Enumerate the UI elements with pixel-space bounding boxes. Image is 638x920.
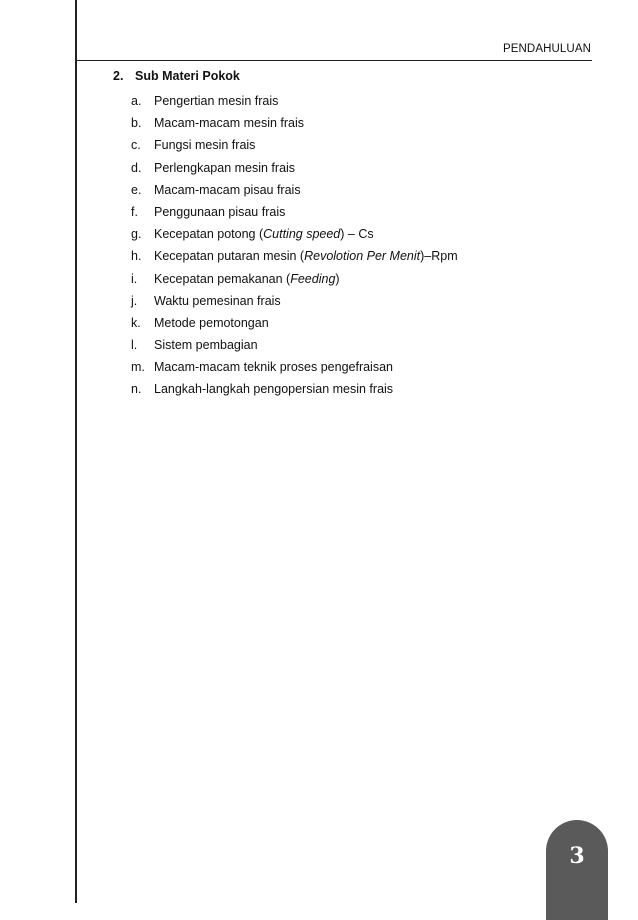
item-letter: c. bbox=[131, 138, 141, 153]
item-letter: b. bbox=[131, 116, 142, 131]
item-text-italic: Cutting speed bbox=[263, 227, 341, 242]
section-number: 2. bbox=[113, 69, 124, 83]
item-text-italic: Feeding bbox=[290, 271, 336, 286]
list-item bbox=[131, 161, 458, 183]
item-text-post: )–Rpm bbox=[420, 249, 458, 264]
item-letter: h. bbox=[131, 249, 142, 264]
page-number: 3 bbox=[569, 843, 585, 869]
item-letter: d. bbox=[131, 160, 142, 175]
list-item bbox=[131, 249, 458, 271]
item-letter: e. bbox=[131, 182, 142, 197]
item-letter: n. bbox=[131, 382, 142, 397]
header-rule bbox=[76, 60, 592, 61]
section-title: Sub Materi Pokok bbox=[135, 69, 240, 83]
item-text-pre: Kecepatan putaran mesin ( bbox=[154, 249, 305, 264]
list-item bbox=[131, 294, 458, 316]
list-item bbox=[131, 116, 458, 138]
list-item bbox=[131, 382, 458, 404]
item-text: Macam-macam mesin frais bbox=[154, 116, 305, 131]
item-letter: m. bbox=[131, 360, 145, 375]
item-text: Sistem pembagian bbox=[154, 338, 258, 353]
item-letter: a. bbox=[131, 94, 142, 108]
list-item bbox=[131, 94, 458, 116]
item-letter: k. bbox=[131, 315, 141, 330]
item-letter: l. bbox=[131, 338, 138, 353]
list-item bbox=[131, 183, 458, 205]
list-item bbox=[131, 227, 458, 249]
section-heading bbox=[113, 69, 240, 83]
sub-topic-list bbox=[131, 94, 458, 405]
item-text: Metode pemotongan bbox=[154, 315, 269, 330]
item-letter: g. bbox=[131, 227, 142, 242]
page-number-tab bbox=[546, 820, 608, 920]
item-text-italic: Revolotion Per Menit bbox=[304, 249, 421, 264]
left-margin-rule bbox=[75, 0, 77, 903]
item-text: Macam-macam teknik proses pengefraisan bbox=[154, 360, 393, 375]
item-text-pre: Kecepatan potong ( bbox=[154, 227, 264, 242]
list-item bbox=[131, 360, 458, 382]
list-item bbox=[131, 338, 458, 360]
item-text: Perlengkapan mesin frais bbox=[154, 160, 296, 175]
item-text: Fungsi mesin frais bbox=[154, 138, 256, 153]
list-item bbox=[131, 138, 458, 160]
item-text: Langkah-langkah pengopersian mesin frais bbox=[154, 382, 394, 397]
item-text-post: ) – Cs bbox=[340, 227, 374, 242]
item-text: Penggunaan pisau frais bbox=[154, 204, 286, 219]
list-item bbox=[131, 205, 458, 227]
item-text: Macam-macam pisau frais bbox=[154, 182, 301, 197]
item-letter: i. bbox=[131, 271, 138, 286]
item-text-post: ) bbox=[335, 271, 340, 286]
item-text-pre: Kecepatan pemakanan ( bbox=[154, 271, 291, 286]
item-text: Waktu pemesinan frais bbox=[154, 293, 281, 308]
running-header: PENDAHULUAN bbox=[502, 43, 591, 55]
list-item bbox=[131, 316, 458, 338]
item-text: Pengertian mesin frais bbox=[154, 94, 279, 108]
list-item bbox=[131, 272, 458, 294]
item-letter: f. bbox=[131, 204, 138, 219]
item-letter: j. bbox=[131, 293, 138, 308]
